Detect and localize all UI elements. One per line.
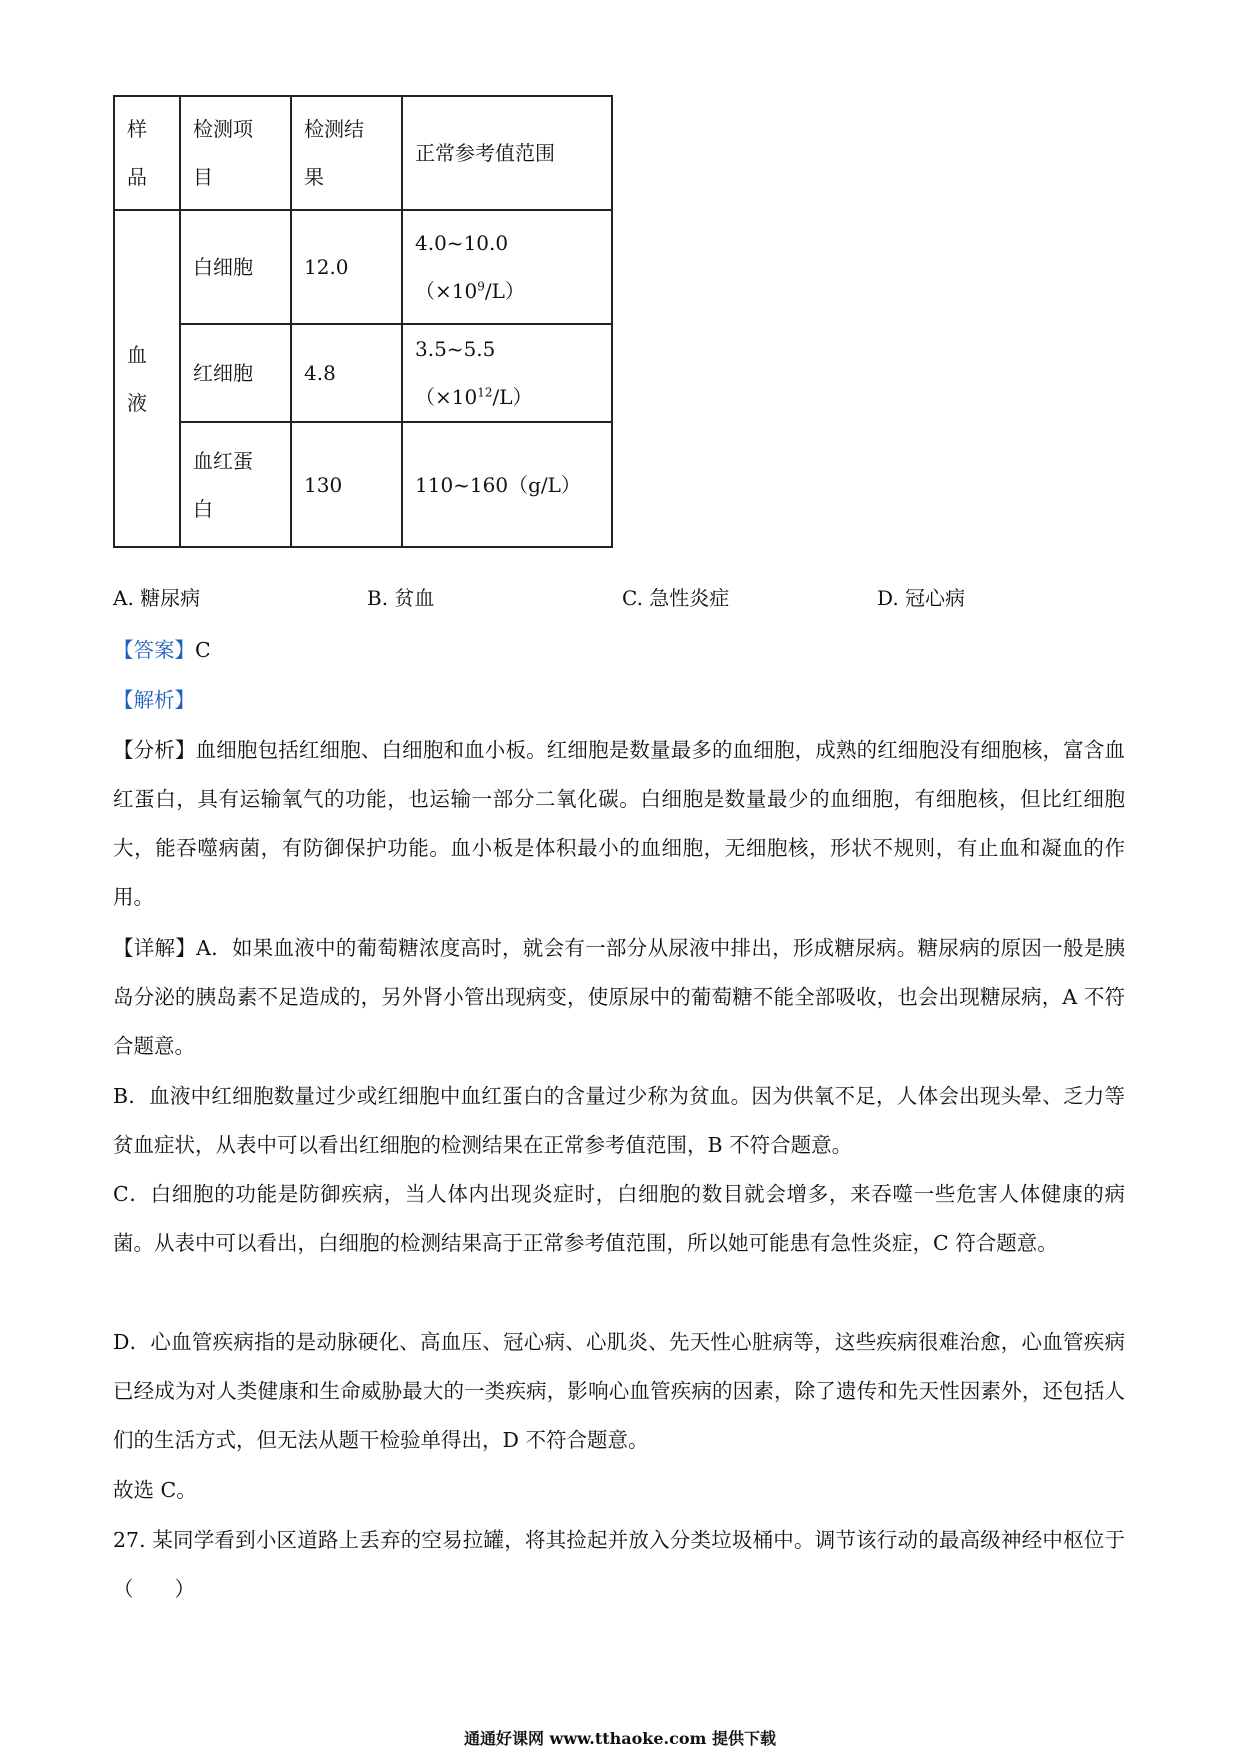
option-d[interactable]: D. 冠心病 — [877, 586, 966, 610]
page-footer: 通通好课网 www.tthaoke.com 提供下载 — [463, 1729, 777, 1748]
table-row — [114, 324, 612, 422]
result-cell: 130 — [291, 422, 402, 547]
header-sample: 样 品 — [114, 96, 180, 210]
detail-c-paragraph: C．白细胞的功能是防御疾病，当人体内出现炎症时，白细胞的数目就会增多，来吞噬一些危害人体健康的病菌。从表中可以看出，白细胞的检测结果高于正常参考值范围，所以她可能患有急性炎症，C 符合题意。 — [113, 1182, 1125, 1255]
header-range: 正常参考值范围 — [402, 96, 612, 210]
answer-value: C — [195, 638, 211, 662]
result-cell: 12.0 — [291, 210, 402, 324]
question-27: 27. 某同学看到小区道路上丢弃的空易拉罐，将其捡起并放入分类垃圾桶中。调节该行动的最高级神经中枢位于（ ） — [113, 1528, 1125, 1601]
table-header-row — [114, 96, 612, 210]
option-a[interactable]: A. 糖尿病 — [113, 586, 201, 610]
item-cell: 血红蛋 白 — [180, 422, 291, 547]
answer-line — [113, 626, 1123, 675]
option-b[interactable]: B. 贫血 — [367, 586, 435, 610]
detail-b-paragraph: B．血液中红细胞数量过少或红细胞中血红蛋白的含量过少称为贫血。因为供氧不足，人体会出现头晕、乏力等贫血症状，从表中可以看出红细胞的检测结果在正常参考值范围，B 不符合题意。 — [113, 1084, 1125, 1157]
conclusion-line: 故选 C。 — [113, 1478, 197, 1502]
item-cell: 白细胞 — [180, 210, 291, 324]
item-cell: 红细胞 — [180, 324, 291, 422]
detail-d-paragraph: D．心血管疾病指的是动脉硬化、高血压、冠心病、心肌炎、先天性心脏病等，这些疾病很难治愈，心血管疾病已经成为对人类健康和生命威胁最大的一类疾病，影响心血管疾病的因素，除了遗传和先天性因素外，还包括人们的生活方式，但无法从题干检验单得出，D 不符合题意。 — [113, 1330, 1125, 1452]
blood-test-table — [113, 95, 613, 548]
sample-cell: 血 液 — [114, 210, 180, 547]
range-cell: 4.0~10.0 $(\times 10^9/L)$ — [402, 210, 612, 324]
analysis-heading: 【解析】 — [113, 688, 195, 712]
option-c[interactable]: C. 急性炎症 — [622, 586, 730, 610]
analysis-paragraph: 【分析】血细胞包括红细胞、白细胞和血小板。红细胞是数量最多的血细胞，成熟的红细胞没有细胞核，富含血红蛋白，具有运输氧气的功能，也运输一部分二氧化碳。白细胞是数量最少的血细胞，有细胞核，但比红细胞大，能吞噬病菌，有防御保护功能。血小板是体积最小的血细胞，无细胞核，形状不规则，有止血和凝血的作用。 — [113, 738, 1125, 909]
table-row — [114, 422, 612, 547]
detail-a-paragraph: 【详解】A．如果血液中的葡萄糖浓度高时，就会有一部分从尿液中排出，形成糖尿病。糖尿病的原因一般是胰岛分泌的胰岛素不足造成的，另外肾小管出现病变，使原尿中的葡萄糖不能全部吸收，也会出现糖尿病，A 不符合题意。 — [113, 936, 1125, 1058]
answer-tag: 【答案】 — [113, 638, 195, 662]
header-item: 检测项 目 — [180, 96, 291, 210]
result-cell: 4.8 — [291, 324, 402, 422]
table-row — [114, 210, 612, 324]
header-result: 检测结 果 — [291, 96, 402, 210]
range-cell: $3.5\sim 5.5(\times 10^{12}/L)$ — [402, 324, 612, 422]
range-cell: 110~160（g/L） — [402, 422, 612, 547]
